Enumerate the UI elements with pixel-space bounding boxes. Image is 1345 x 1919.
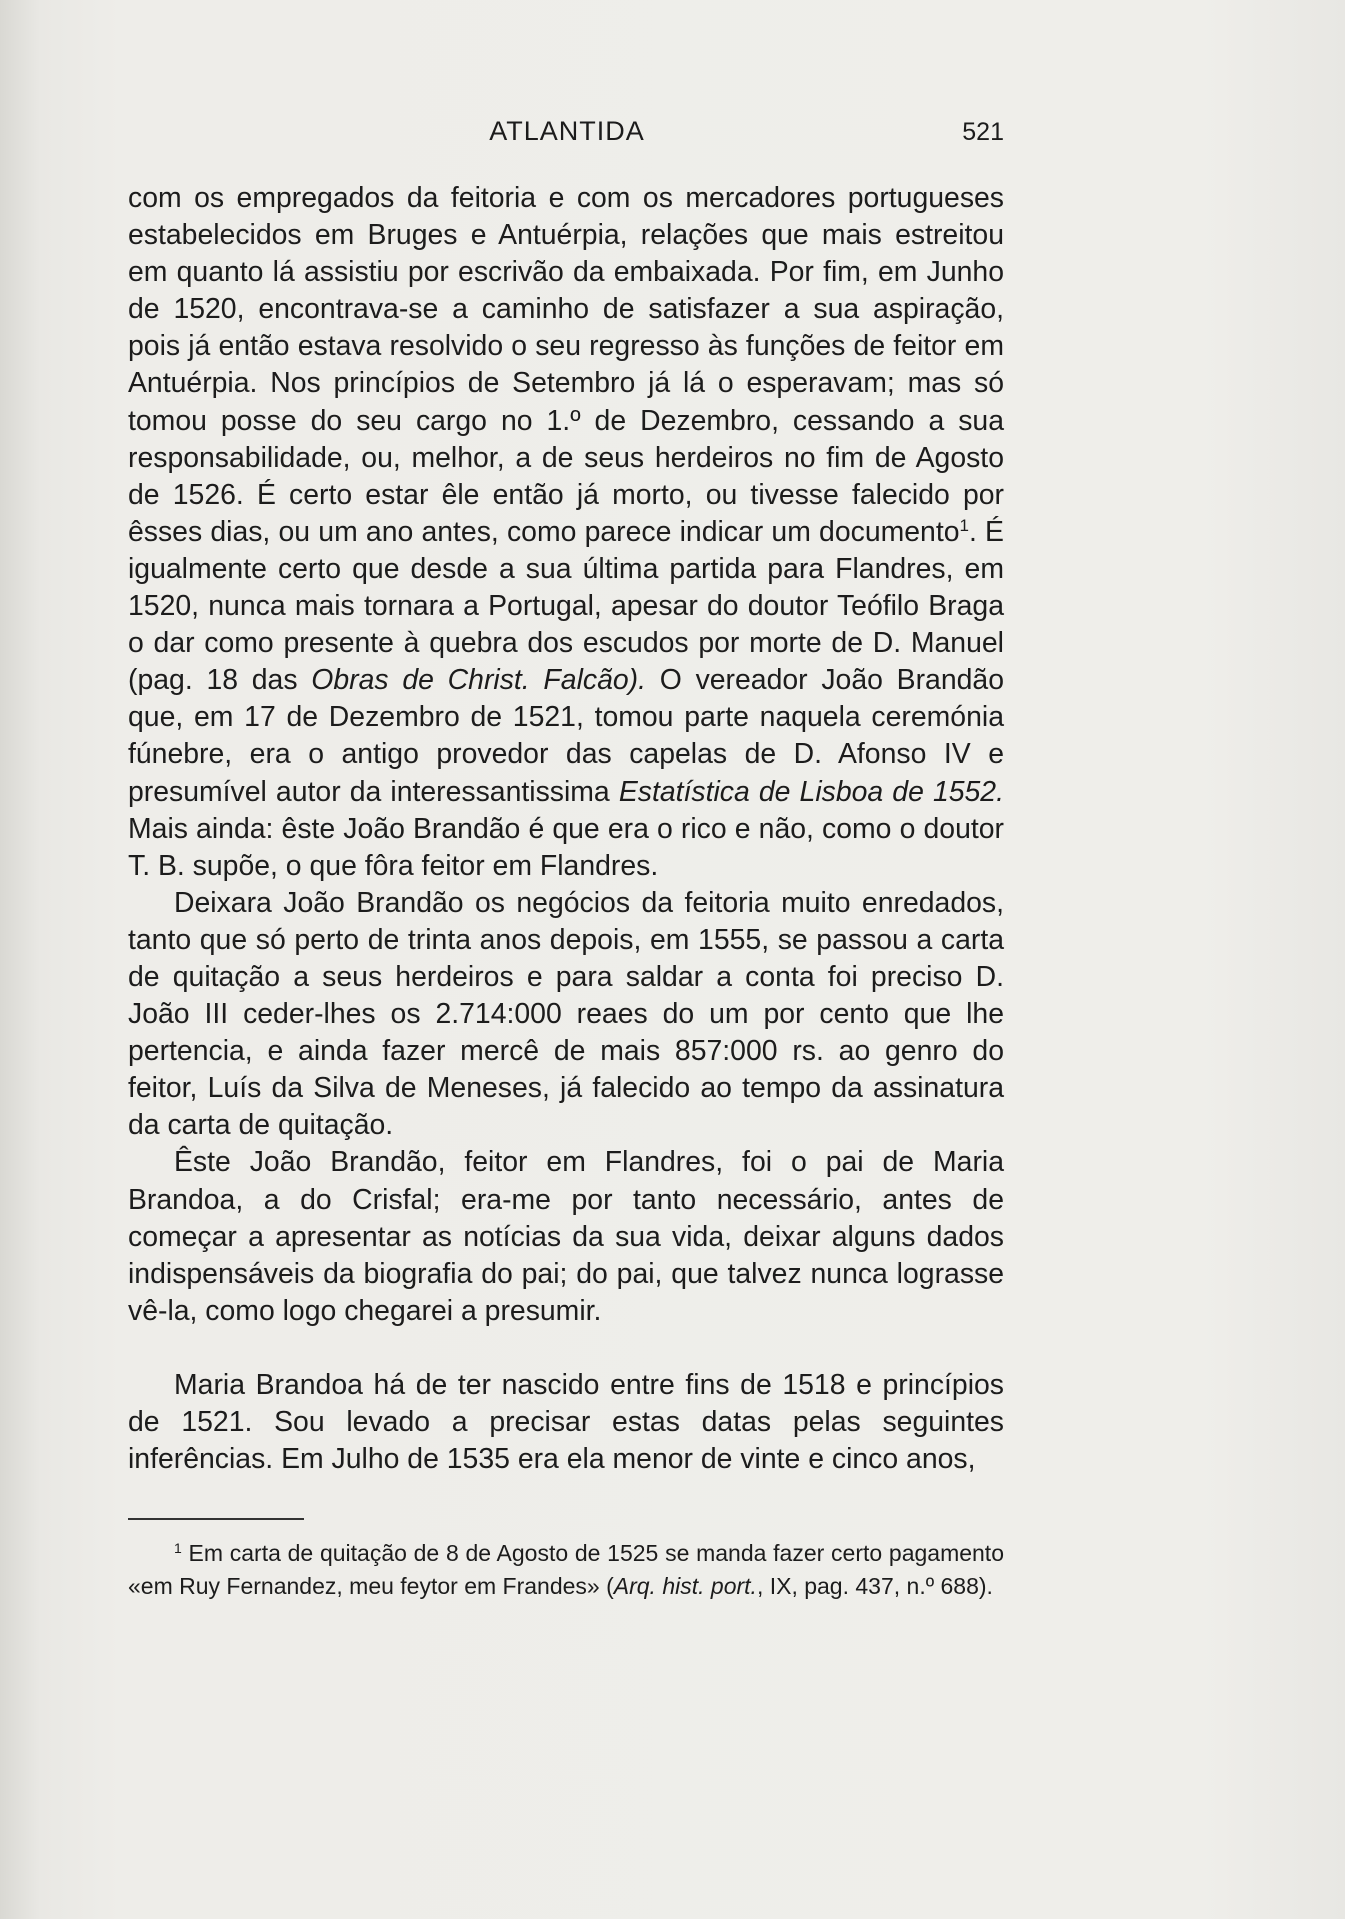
footnote-text-a: Em carta de quitação de 8 de Agosto de 1525 se manda fazer certo pagamento «em Ruy Fernandez, meu feytor em Frandes» ( — [128, 1540, 1004, 1599]
paragraph-1 — [128, 180, 1004, 885]
paragraph-4: Maria Brandoa há de ter nascido entre fins de 1518 e princípios de 1521. Sou levado a precisar estas datas pelas seguintes inferências. Em Julho de 1535 era ela menor de vinte e cinco anos, — [128, 1368, 1004, 1476]
paragraph-2: Deixara João Brandão os negócios da feitoria muito enredados, tanto que só perto de trinta anos depois, em 1555, se passou a carta de quitação a seus herdeiros e para saldar a conta foi preciso D. João III ceder-lhes os 2.714:000 reaes do um por cento que lhe pertencia, e ainda fazer mercê de mais 857:000 rs. ao genro do feitor, Luís da Silva de Meneses, já falecido ao tempo da assinatura da carta de quitação. — [128, 886, 1004, 1142]
running-title: ATLANTIDA — [489, 116, 645, 146]
footnote-1 — [128, 1537, 1004, 1603]
footnote-reference: 1 — [959, 515, 969, 535]
book-title-estatistica: Estatística de Lisboa de 1552. — [618, 775, 1004, 808]
page-number: 521 — [962, 118, 1004, 146]
paragraph-1-text-b: . É igualmente certo que desde a sua última partida para Flandres, em 1520, nunca mais tornara a Portugal, apesar do doutor Teófilo Braga o dar como presente à quebra dos escudos por morte de D. Manuel (pag. 18 das — [128, 515, 1004, 697]
running-head — [130, 112, 1004, 152]
footnote-source-title: Arq. hist. port. — [613, 1573, 757, 1599]
footnote-marker: 1 — [174, 1540, 182, 1556]
footnotes — [128, 1537, 1004, 1603]
footnote-text-b: , IX, pag. 437, n.º 688). — [756, 1573, 993, 1599]
paragraph-1-text-a: com os empregados da feitoria e com os mercadores portugueses estabelecidos em Bruges e Antuérpia, relações que mais estreitou em quanto lá assistiu por escrivão da embaixada. Por fim, em Junho de 1520, encontrava-se a caminho de satisfazer a sua aspiração, pois já então estava resolvido o seu regresso às funções de feitor em Antuérpia. Nos princípios de Setembro já lá o esperavam; mas só tomou posse do seu cargo no 1.º de Dezembro, cessando a sua responsabilidade, ou, melhor, a de seus herdeiros no fim de Agosto de 1526. É certo estar êle então já morto, ou tivesse falecido por êsses dias, ou um ano antes, como parece indicar um documento — [128, 182, 1004, 548]
paragraph-1-text-c: O vereador João Brandão que, em 17 de Dezembro de 1521, tomou parte naquela ceremónia fúnebre, era o antigo provedor das capelas de D. Afonso IV e presumível autor da interessantissima — [128, 664, 1005, 808]
body-text — [128, 180, 1004, 1478]
book-title-obras: Obras de Christ. Falcão). — [311, 664, 646, 697]
footnote-divider — [128, 1518, 304, 1520]
paragraph-1-text-d: Mais ainda: êste João Brandão é que era o rico e não, como o doutor T. B. supõe, o que fôra feitor em Flandres. — [128, 812, 1004, 882]
paragraph-3: Êste João Brandão, feitor em Flandres, foi o pai de Maria Brandoa, a do Crisfal; era-me por tanto necessário, antes de começar a apresentar as notícias da sua vida, deixar alguns dados indispensáveis da biografia do pai; do pai, que talvez nunca lograsse vê-la, como logo chegarei a presumir. — [128, 1146, 1004, 1327]
